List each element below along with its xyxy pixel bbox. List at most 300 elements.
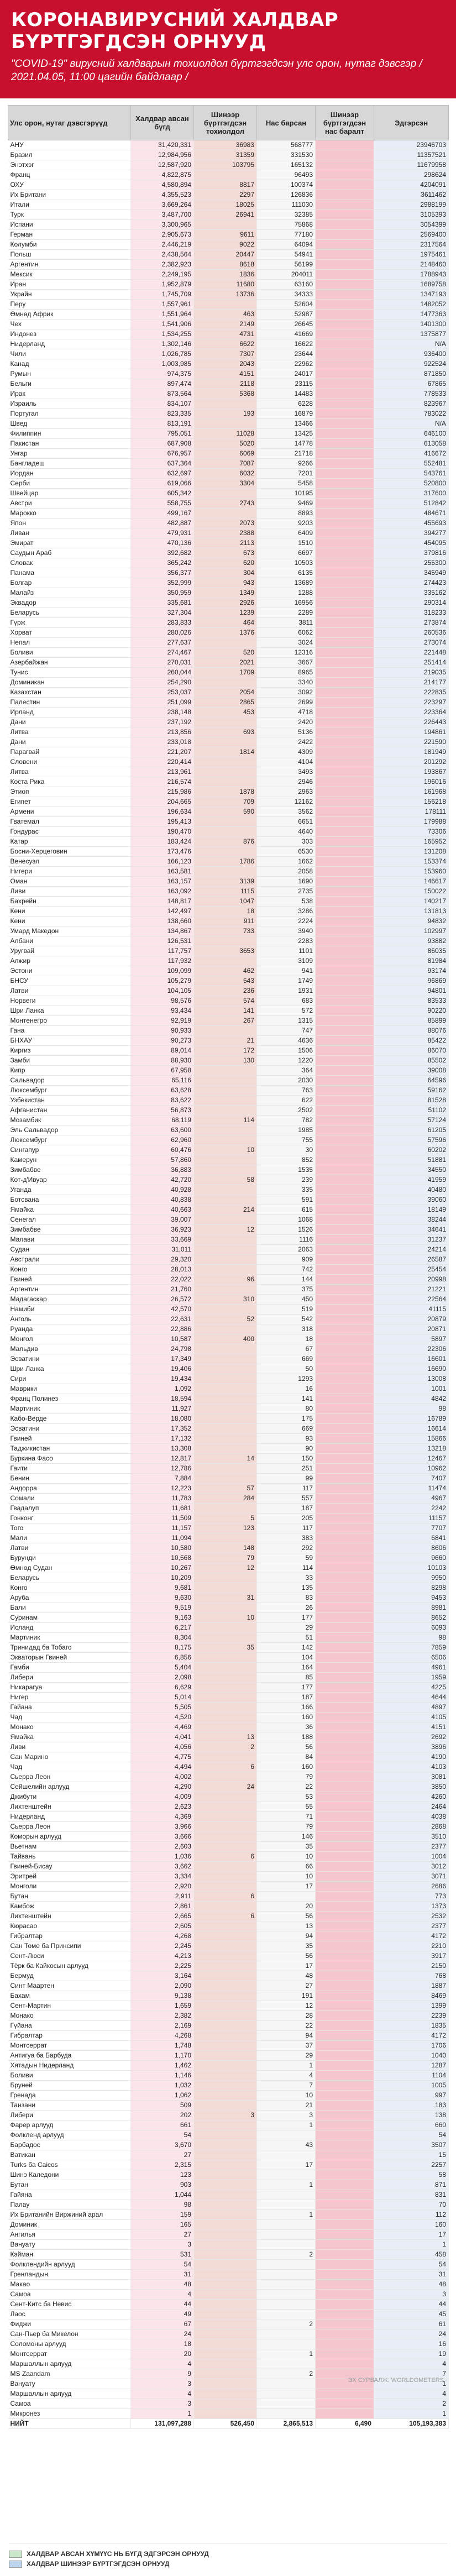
new-cases-cell	[194, 2200, 257, 2210]
new-cases-cell	[194, 170, 257, 180]
new-cases-cell: 2297	[194, 190, 257, 200]
new-cases-cell	[194, 1673, 257, 1683]
new-deaths-cell	[316, 548, 374, 558]
new-deaths-cell	[316, 1235, 374, 1245]
country-cell: Аргентин	[8, 260, 131, 270]
country-cell: Израиль	[8, 399, 131, 409]
new-cases-cell	[194, 2270, 257, 2280]
total-cases-cell: 68,119	[131, 1116, 194, 1125]
total-cases-cell: 499,167	[131, 509, 194, 519]
deaths-cell: 7	[257, 2081, 316, 2091]
new-deaths-cell	[316, 1892, 374, 1902]
table-row	[8, 2001, 449, 2011]
new-cases-cell	[194, 2230, 257, 2240]
new-cases-cell	[194, 1693, 257, 1703]
new-deaths-cell	[316, 1673, 374, 1683]
total-cases-cell: 63,628	[131, 1086, 194, 1096]
new-deaths-cell	[316, 310, 374, 320]
recovered-cell: 178111	[374, 807, 449, 817]
country-cell: Гайяна	[8, 2190, 131, 2200]
recovered-cell: 2239	[374, 2011, 449, 2021]
recovered-cell: 48	[374, 2280, 449, 2290]
country-cell: Гондурас	[8, 827, 131, 837]
deaths-cell: 318	[257, 1324, 316, 1334]
new-cases-cell	[194, 2389, 257, 2399]
new-deaths-cell	[316, 996, 374, 1006]
table-row	[8, 140, 449, 150]
new-cases-cell: 1836	[194, 270, 257, 280]
deaths-cell: 160	[257, 1713, 316, 1722]
deaths-cell: 56	[257, 1912, 316, 1921]
country-cell: Гренландын	[8, 2270, 131, 2280]
country-cell: Ливи	[8, 887, 131, 897]
new-deaths-cell	[316, 1076, 374, 1086]
total-cases-cell: 134,867	[131, 926, 194, 936]
total-cases-cell: 117,932	[131, 956, 194, 966]
new-cases-cell	[194, 1882, 257, 1892]
new-deaths-cell	[316, 160, 374, 170]
recovered-cell: 520800	[374, 479, 449, 489]
country-cell: Антигуа ба Барбуда	[8, 2051, 131, 2061]
deaths-cell: 188	[257, 1732, 316, 1742]
new-deaths-cell	[316, 867, 374, 877]
table-row	[8, 1673, 449, 1683]
new-deaths-cell	[316, 618, 374, 628]
country-cell: Мали	[8, 1533, 131, 1543]
country-cell: Соломоны арлууд	[8, 2339, 131, 2349]
total-cases-cell: 202	[131, 2111, 194, 2121]
recovered-cell: 2242	[374, 1504, 449, 1514]
total-cases-cell: 2,605	[131, 1921, 194, 1931]
new-deaths-cell	[316, 1036, 374, 1046]
country-cell: Серби	[8, 479, 131, 489]
table-row	[8, 578, 449, 588]
new-cases-cell	[194, 1106, 257, 1116]
country-cell: Бали	[8, 1603, 131, 1613]
new-deaths-cell	[316, 1553, 374, 1563]
country-cell: Тёрк ба Кайкосын арлууд	[8, 1961, 131, 1971]
deaths-cell: 83	[257, 1593, 316, 1603]
total-cases-cell: 11,094	[131, 1533, 194, 1543]
recovered-cell: 4842	[374, 1394, 449, 1404]
recovered-cell: 1482052	[374, 300, 449, 310]
new-deaths-cell	[316, 1354, 374, 1364]
country-cell: Боливи	[8, 648, 131, 658]
country-cell: Бельги	[8, 379, 131, 389]
table-row	[8, 1344, 449, 1354]
deaths-cell: 4636	[257, 1036, 316, 1046]
new-deaths-cell	[316, 737, 374, 747]
country-cell: Никарагуа	[8, 1683, 131, 1693]
deaths-cell: 292	[257, 1543, 316, 1553]
table-row	[8, 359, 449, 369]
deaths-cell: 572	[257, 1006, 316, 1016]
country-cell: Сент-Люси	[8, 1951, 131, 1961]
new-cases-cell: 11028	[194, 429, 257, 439]
total-cases-cell: 277,637	[131, 638, 194, 648]
deaths-cell: 16956	[257, 598, 316, 608]
new-deaths-cell	[316, 2409, 374, 2419]
new-deaths-cell	[316, 459, 374, 469]
recovered-cell: 1	[374, 2379, 449, 2389]
new-cases-cell: 9022	[194, 240, 257, 250]
new-cases-cell	[194, 1772, 257, 1782]
total-cases-cell: 4,822,875	[131, 170, 194, 180]
table-row	[8, 2021, 449, 2031]
deaths-cell: 1288	[257, 588, 316, 598]
country-cell: Иордан	[8, 469, 131, 479]
table-row	[8, 986, 449, 996]
recovered-cell: 153374	[374, 857, 449, 867]
country-cell: Сальвадор	[8, 1076, 131, 1086]
recovered-cell: 11679958	[374, 160, 449, 170]
new-deaths-cell	[316, 907, 374, 917]
deaths-cell: 1	[257, 2210, 316, 2220]
total-cases-cell: 12,587,920	[131, 160, 194, 170]
country-cell: Мозамбик	[8, 1116, 131, 1125]
country-cell: Албани	[8, 936, 131, 946]
country-cell: Литва	[8, 767, 131, 777]
recovered-cell: 39060	[374, 1195, 449, 1205]
recovered-cell: 165952	[374, 837, 449, 847]
total-cases-cell: 3,670	[131, 2140, 194, 2150]
recovered-cell: 9660	[374, 1553, 449, 1563]
country-cell: Этиоп	[8, 787, 131, 797]
deaths-cell: 66	[257, 1862, 316, 1872]
table-row	[8, 1016, 449, 1026]
deaths-cell	[257, 2310, 316, 2320]
deaths-cell: 16	[257, 1384, 316, 1394]
country-cell: Өмнөд Африк	[8, 310, 131, 320]
total-cases-cell: 11,927	[131, 1404, 194, 1414]
total-cases-cell: 40,663	[131, 1205, 194, 1215]
deaths-cell: 30	[257, 1145, 316, 1155]
total-cases-cell: 2,249,195	[131, 270, 194, 280]
country-cell: Камерун	[8, 1155, 131, 1165]
country-cell: Кени	[8, 917, 131, 926]
total-cases-cell: 60,476	[131, 1145, 194, 1155]
new-cases-cell	[194, 2061, 257, 2071]
table-row	[8, 1722, 449, 1732]
new-cases-cell: 11680	[194, 280, 257, 290]
total-cases-cell: 4	[131, 2389, 194, 2399]
deaths-cell	[257, 2300, 316, 2310]
total-cases-cell: 123	[131, 2170, 194, 2180]
table-row	[8, 1165, 449, 1175]
country-cell: Литва	[8, 727, 131, 737]
new-cases-cell: 13736	[194, 290, 257, 300]
new-cases-cell	[194, 2170, 257, 2180]
country-cell: Их Британи	[8, 190, 131, 200]
new-cases-cell	[194, 1434, 257, 1444]
country-cell: БНХАУ	[8, 1036, 131, 1046]
table-row	[8, 1315, 449, 1324]
recovered-cell: 318233	[374, 608, 449, 618]
country-cell: Монгол	[8, 1334, 131, 1344]
total-cases-cell: 4	[131, 2359, 194, 2369]
recovered-cell: 146617	[374, 877, 449, 887]
recovered-cell: 196016	[374, 777, 449, 787]
total-cases-cell: 24	[131, 2329, 194, 2339]
total-cases-cell: 1,044	[131, 2190, 194, 2200]
new-cases-cell: 8817	[194, 180, 257, 190]
total-cases-cell: 40,928	[131, 1185, 194, 1195]
recovered-cell: 179988	[374, 817, 449, 827]
total-cases-cell: 2,169	[131, 2021, 194, 2031]
table-header-row	[8, 106, 449, 140]
table-row	[8, 1762, 449, 1772]
total-cases-cell: 90,273	[131, 1036, 194, 1046]
new-cases-cell	[194, 1374, 257, 1384]
new-cases-cell: 52	[194, 1315, 257, 1324]
new-cases-cell	[194, 1354, 257, 1364]
country-cell: Конго	[8, 1265, 131, 1275]
new-deaths-cell	[316, 976, 374, 986]
new-deaths-cell	[316, 1275, 374, 1285]
new-deaths-cell	[316, 747, 374, 757]
new-cases-cell	[194, 2041, 257, 2051]
new-cases-cell	[194, 1125, 257, 1135]
deaths-cell: 909	[257, 1255, 316, 1265]
country-cell: Мексик	[8, 270, 131, 280]
new-deaths-cell	[316, 568, 374, 578]
new-deaths-cell	[316, 2210, 374, 2220]
total-cases-cell: 2,438,564	[131, 250, 194, 260]
country-cell: Ватикан	[8, 2150, 131, 2160]
country-cell: Чили	[8, 349, 131, 359]
table-row	[8, 1593, 449, 1603]
table-row	[8, 1792, 449, 1802]
table-row	[8, 1145, 449, 1155]
recovered-cell: 1287	[374, 2061, 449, 2071]
total-cases-cell: 1,092	[131, 1384, 194, 1394]
recovered-cell: 345949	[374, 568, 449, 578]
new-deaths-cell	[316, 1006, 374, 1016]
table-row	[8, 260, 449, 270]
total-cases-cell: 974,375	[131, 369, 194, 379]
new-cases-cell: 172	[194, 1046, 257, 1056]
total-cases-cell: 3,669,264	[131, 200, 194, 210]
recovered-cell: 4967	[374, 1494, 449, 1504]
table-row	[8, 2290, 449, 2300]
country-cell: Нидерланд	[8, 339, 131, 349]
deaths-cell	[257, 2230, 316, 2240]
country-cell: Унгар	[8, 449, 131, 459]
table-row	[8, 608, 449, 618]
table-row	[8, 2130, 449, 2140]
country-cell: Монтсеррат	[8, 2349, 131, 2359]
new-deaths-cell	[316, 1514, 374, 1523]
new-cases-cell	[194, 1812, 257, 1822]
deaths-cell: 8893	[257, 509, 316, 519]
new-cases-cell	[194, 1951, 257, 1961]
country-cell: Монголи	[8, 1882, 131, 1892]
country-cell: Турк	[8, 210, 131, 220]
new-cases-cell	[194, 1444, 257, 1454]
total-cases-cell: 10,587	[131, 1334, 194, 1344]
table-row	[8, 1265, 449, 1275]
recovered-cell: 140217	[374, 897, 449, 907]
new-cases-cell: 1814	[194, 747, 257, 757]
recovered-cell: 8652	[374, 1613, 449, 1623]
deaths-cell: 251	[257, 1464, 316, 1474]
deaths-cell: 2289	[257, 608, 316, 618]
table-row	[8, 2280, 449, 2290]
new-cases-cell: 2113	[194, 538, 257, 548]
country-cell: Монтсеррат	[8, 2041, 131, 2051]
country-cell: Эль Сальвадор	[8, 1125, 131, 1135]
deaths-cell: 557	[257, 1494, 316, 1504]
country-cell: Ямайка	[8, 1732, 131, 1742]
new-deaths-cell	[316, 847, 374, 857]
country-cell: Либери	[8, 2111, 131, 2121]
recovered-cell: 416672	[374, 449, 449, 459]
total-cases-cell: 238,148	[131, 708, 194, 718]
new-cases-cell	[194, 1364, 257, 1374]
new-cases-cell	[194, 220, 257, 230]
deaths-cell: 191	[257, 1991, 316, 2001]
country-cell: Киргиз	[8, 1046, 131, 1056]
deaths-cell: 755	[257, 1135, 316, 1145]
table-row	[8, 2230, 449, 2240]
deaths-cell: 8965	[257, 668, 316, 678]
country-cell: Судан	[8, 1245, 131, 1255]
new-cases-cell: 57	[194, 1484, 257, 1494]
new-cases-cell	[194, 1981, 257, 1991]
new-deaths-cell	[316, 170, 374, 180]
total-cases-cell: 365,242	[131, 558, 194, 568]
table-row	[8, 2240, 449, 2250]
total-cases-cell: 327,304	[131, 608, 194, 618]
deaths-cell: 335	[257, 1185, 316, 1195]
deaths-cell: 9469	[257, 499, 316, 509]
deaths-cell	[257, 2260, 316, 2270]
new-deaths-cell	[316, 797, 374, 807]
new-cases-cell	[194, 867, 257, 877]
total-cases-cell: 10,267	[131, 1563, 194, 1573]
table-row	[8, 976, 449, 986]
new-deaths-cell	[316, 538, 374, 548]
recovered-cell: 7	[374, 2369, 449, 2379]
total-cases-cell: 1,146	[131, 2071, 194, 2081]
recovered-cell: 183	[374, 2101, 449, 2111]
new-deaths-cell	[316, 1016, 374, 1026]
recovered-cell: 7407	[374, 1474, 449, 1484]
new-cases-cell: 141	[194, 1006, 257, 1016]
total-cases-cell: 19,406	[131, 1364, 194, 1374]
country-cell: Фолклендийн арлууд	[8, 2260, 131, 2270]
new-cases-cell: 6069	[194, 449, 257, 459]
deaths-cell: 4309	[257, 747, 316, 757]
new-deaths-cell	[316, 1185, 374, 1195]
new-cases-cell	[194, 1394, 257, 1404]
total-cases-cell: 24,798	[131, 1344, 194, 1354]
country-cell: Ирланд	[8, 708, 131, 718]
new-cases-cell	[194, 1504, 257, 1514]
deaths-cell: 5136	[257, 727, 316, 737]
new-deaths-cell	[316, 489, 374, 499]
table-row	[8, 2190, 449, 2200]
table-row	[8, 1324, 449, 1334]
total-cases-cell: 3,666	[131, 1832, 194, 1842]
total-cases-cell: 166,123	[131, 857, 194, 867]
recovered-cell: 61205	[374, 1125, 449, 1135]
new-cases-cell	[194, 1096, 257, 1106]
total-cases-cell: 1,032	[131, 2081, 194, 2091]
new-cases-cell: 543	[194, 976, 257, 986]
table-row	[8, 1693, 449, 1703]
new-deaths-cell	[316, 449, 374, 459]
new-deaths-cell	[316, 290, 374, 300]
recovered-cell: 8606	[374, 1543, 449, 1553]
new-deaths-cell	[316, 1215, 374, 1225]
country-cell: Шинэ Каледони	[8, 2170, 131, 2180]
new-deaths-cell	[316, 956, 374, 966]
deaths-cell: 2963	[257, 787, 316, 797]
deaths-cell: 36	[257, 1722, 316, 1732]
new-cases-cell: 2743	[194, 499, 257, 509]
new-deaths-cell	[316, 270, 374, 280]
deaths-cell: 51	[257, 1633, 316, 1643]
total-cases-cell: 126,531	[131, 936, 194, 946]
total-cases-cell: 4,290	[131, 1782, 194, 1792]
new-deaths-cell	[316, 1862, 374, 1872]
table-row	[8, 807, 449, 817]
table-row	[8, 2250, 449, 2260]
recovered-cell: 44	[374, 2300, 449, 2310]
country-cell: Мальдив	[8, 1344, 131, 1354]
country-cell: Turks ба Caicos	[8, 2160, 131, 2170]
legend-swatch-green	[9, 2551, 22, 2558]
country-cell: Словени	[8, 757, 131, 767]
country-cell: Замби	[8, 1056, 131, 1066]
new-deaths-cell	[316, 2389, 374, 2399]
table-row	[8, 1354, 449, 1364]
new-cases-cell	[194, 2101, 257, 2111]
country-cell: Фарер арлууд	[8, 2121, 131, 2130]
new-cases-cell	[194, 1424, 257, 1434]
recovered-cell: 2317564	[374, 240, 449, 250]
total-cases-cell: 4,355,523	[131, 190, 194, 200]
recovered-cell: 4	[374, 2389, 449, 2399]
new-deaths-cell	[316, 787, 374, 797]
table-row	[8, 1086, 449, 1096]
new-deaths-cell	[316, 2061, 374, 2071]
deaths-cell: 1535	[257, 1165, 316, 1175]
total-recovered: 105,193,383	[374, 2419, 449, 2429]
new-deaths-cell	[316, 986, 374, 996]
new-cases-cell: 4731	[194, 329, 257, 339]
country-cell: Норвеги	[8, 996, 131, 1006]
deaths-cell: 54941	[257, 250, 316, 260]
table-row	[8, 1981, 449, 1991]
total-cases-cell: 5,014	[131, 1693, 194, 1703]
deaths-cell: 33	[257, 1573, 316, 1583]
total-cases-cell: 3,334	[131, 1872, 194, 1882]
total-cases-cell: 2,446,219	[131, 240, 194, 250]
total-cases-cell: 13,308	[131, 1444, 194, 1454]
new-cases-cell: 463	[194, 310, 257, 320]
deaths-cell: 13	[257, 1921, 316, 1931]
table-row	[8, 2389, 449, 2399]
total-cases-cell: 1,062	[131, 2091, 194, 2101]
deaths-cell: 104	[257, 1653, 316, 1663]
total-cases-cell: 93,434	[131, 1006, 194, 1016]
new-cases-cell: 5020	[194, 439, 257, 449]
recovered-cell: 90220	[374, 1006, 449, 1016]
country-cell: Коморын арлууд	[8, 1832, 131, 1842]
new-deaths-cell	[316, 1195, 374, 1205]
